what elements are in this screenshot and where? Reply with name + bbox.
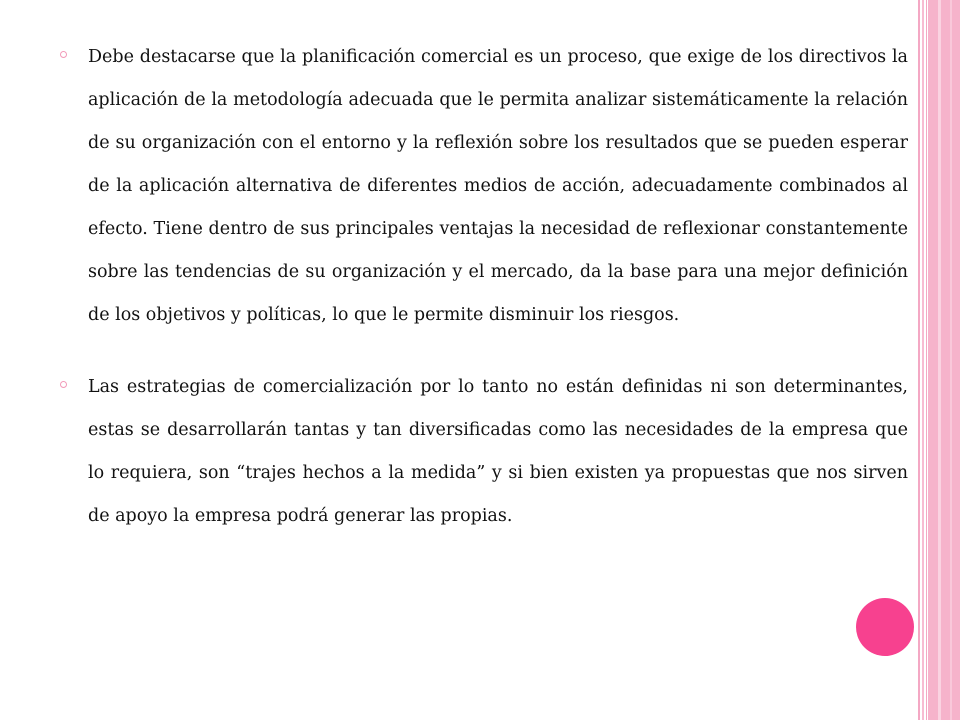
paragraph-text: Las estrategias de comercialización por lo tanto no están definidas ni son determinantes, estas se desarrollarán tantas y tan diversificadas como las necesidades de la empresa que lo requiera, son “trajes hechos a la medida” y si bien existen ya propuestas que nos sirven de apoyo la empresa podrá generar las propias. — [88, 377, 908, 526]
decorative-stripe — [918, 0, 920, 720]
decorative-stripe — [950, 0, 952, 720]
list-item — [56, 366, 908, 538]
circle-bullet-icon — [60, 51, 67, 58]
paragraph-text: Debe destacarse que la planificación comercial es un proceso, que exige de los directivos la aplicación de la metodología adecuada que le permita analizar sistemáticamente la relación de su organización con el entorno y la reflexión sobre los resultados que se pueden esperar de la aplicación alternativa de diferentes medios de acción, adecuadamente combinados al efecto. Tiene dentro de sus principales ventajas la necesidad de reflexionar constantemente sobre las tendencias de su organización y el mercado, da la base para una mejor definición de los objetivos y políticas, lo que le permite disminuir los riesgos. — [88, 47, 908, 325]
decorative-stripe — [922, 0, 924, 720]
bullet-list — [56, 36, 908, 538]
circle-bullet-icon — [60, 381, 67, 388]
decorative-stripe — [928, 0, 938, 720]
decorative-circle-icon — [856, 598, 914, 656]
list-item — [56, 36, 908, 337]
decorative-stripe — [926, 0, 927, 720]
